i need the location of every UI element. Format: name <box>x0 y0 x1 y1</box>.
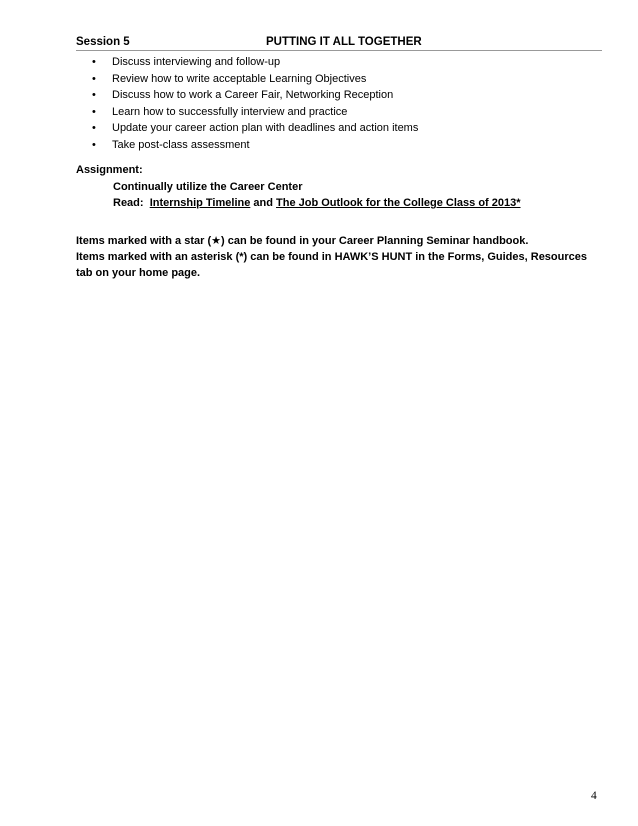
list-item-text: Learn how to successfully interview and practice <box>112 105 348 118</box>
list-item <box>92 54 418 71</box>
star-icon: ★ <box>211 235 221 247</box>
list-item-text: Discuss interviewing and follow-up <box>112 56 281 68</box>
star-note-suffix: ) can be found in your Career Planning Seminar handbook. <box>220 235 529 247</box>
page-number: 4 <box>591 790 597 802</box>
assignment-section <box>76 162 521 212</box>
notes-section <box>76 233 606 281</box>
list-item <box>92 71 418 88</box>
list-item <box>92 137 418 154</box>
internship-timeline-link[interactable]: Internship Timeline <box>149 197 251 209</box>
bullet-icon: • <box>92 56 96 68</box>
list-item-text: Discuss how to work a Career Fair, Networking Reception <box>112 89 394 101</box>
read-prefix: Read: <box>113 197 150 209</box>
list-item-text: Review how to write acceptable Learning Objectives <box>112 72 367 85</box>
bullet-icon: • <box>92 72 96 85</box>
assignment-line-read <box>76 195 521 212</box>
bullet-icon: • <box>92 122 96 134</box>
topic-list <box>92 54 418 153</box>
asterisk-note: Items marked with an asterisk (*) can be found in HAWK’S HUNT in the Forms, Guides, Resources tab on your home page. <box>76 251 587 279</box>
read-and: and <box>250 197 277 209</box>
list-item <box>92 104 418 121</box>
bullet-icon: • <box>92 105 96 118</box>
assignment-line-career-center: Continually utilize the Career Center <box>113 180 303 193</box>
list-item <box>92 87 418 104</box>
list-item-text: Take post-class assessment <box>112 138 250 151</box>
list-item-text: Update your career action plan with deadlines and action items <box>112 122 419 134</box>
session-header <box>76 34 602 51</box>
job-outlook-link[interactable]: The Job Outlook for the College Class of 2013* <box>276 197 521 209</box>
star-note-prefix: Items marked with a star ( <box>76 235 212 247</box>
list-item <box>92 120 418 137</box>
assignment-heading: Assignment: <box>76 164 143 176</box>
bullet-icon: • <box>92 138 96 151</box>
session-label: Session 5 <box>76 36 130 48</box>
star-note <box>76 233 606 249</box>
bullet-icon: • <box>92 89 96 101</box>
session-title: PUTTING IT ALL TOGETHER <box>266 36 422 48</box>
